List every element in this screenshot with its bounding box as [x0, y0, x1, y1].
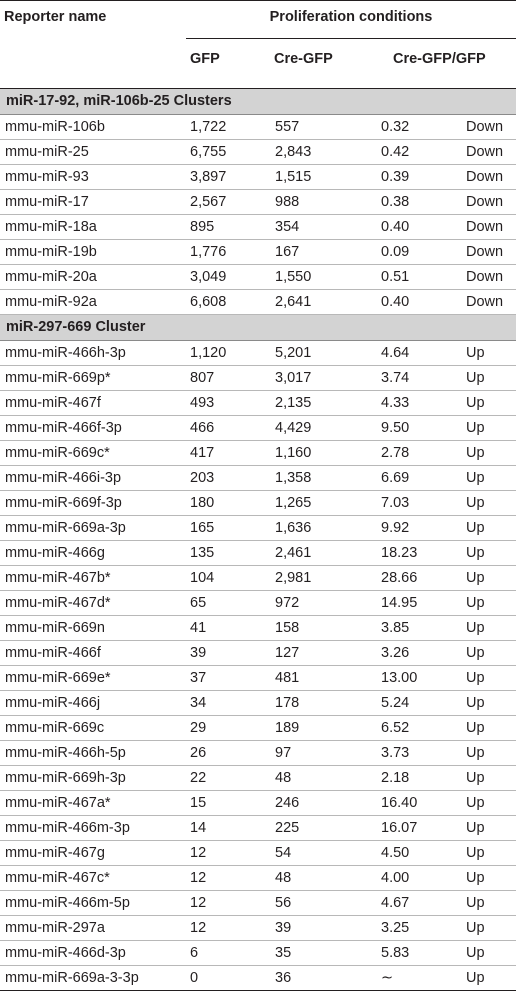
table-row — [0, 966, 516, 991]
gfp-cell: 104 — [190, 570, 215, 586]
ratio-cell: 3.26 — [381, 645, 410, 661]
cre-gfp-cell: 5,201 — [275, 345, 312, 361]
cre-gfp-cell: 48 — [275, 770, 292, 786]
ratio-cell: 3.74 — [381, 370, 410, 386]
cre-gfp-cell: 557 — [275, 119, 300, 135]
ratio-cell: 5.24 — [381, 695, 410, 711]
table-row — [0, 441, 516, 466]
gfp-cell: 65 — [190, 595, 207, 611]
ratio-cell: 6.52 — [381, 720, 410, 736]
gfp-cell: 22 — [190, 770, 207, 786]
ratio-cell: 4.00 — [381, 870, 410, 886]
ratio-cell: 9.92 — [381, 520, 410, 536]
direction-cell: Up — [466, 445, 485, 461]
ratio-column-heading: Cre-GFP/GFP — [393, 51, 486, 67]
gfp-cell: 135 — [190, 545, 215, 561]
direction-cell: Up — [466, 770, 485, 786]
direction-cell: Up — [466, 795, 485, 811]
ratio-cell: 4.33 — [381, 395, 410, 411]
table-row — [0, 841, 516, 866]
direction-cell: Up — [466, 970, 485, 986]
cre-gfp-cell: 988 — [275, 194, 300, 210]
reporter-name-cell: mmu-miR-466j — [5, 695, 101, 711]
direction-cell: Up — [466, 495, 485, 511]
table-row — [0, 140, 516, 165]
gfp-cell: 1,776 — [190, 244, 227, 260]
reporter-name-cell: mmu-miR-466f-3p — [5, 420, 122, 436]
ratio-cell: 13.00 — [381, 670, 418, 686]
direction-cell: Up — [466, 845, 485, 861]
reporter-name-cell: mmu-miR-669a-3p — [5, 520, 126, 536]
table-row — [0, 165, 516, 190]
direction-cell: Up — [466, 670, 485, 686]
direction-cell: Up — [466, 395, 485, 411]
table-row — [0, 341, 516, 366]
reporter-name-cell: mmu-miR-467a* — [5, 795, 111, 811]
table-row — [0, 866, 516, 891]
reporter-name-cell: mmu-miR-669a-3-3p — [5, 970, 139, 986]
reporter-name-cell: mmu-miR-467d* — [5, 595, 111, 611]
ratio-cell: 9.50 — [381, 420, 410, 436]
gfp-cell: 14 — [190, 820, 207, 836]
ratio-cell: 0.39 — [381, 169, 410, 185]
direction-cell: Up — [466, 745, 485, 761]
reporter-name-cell: mmu-miR-18a — [5, 219, 97, 235]
ratio-cell: 0.40 — [381, 294, 410, 310]
table-row — [0, 190, 516, 215]
gfp-cell: 12 — [190, 895, 207, 911]
reporter-name-cell: mmu-miR-93 — [5, 169, 89, 185]
reporter-name-cell: mmu-miR-466d-3p — [5, 945, 126, 961]
cre-gfp-cell: 158 — [275, 620, 300, 636]
gfp-cell: 41 — [190, 620, 207, 636]
table-row — [0, 666, 516, 691]
gfp-cell: 12 — [190, 845, 207, 861]
direction-cell: Down — [466, 194, 504, 210]
reporter-name-cell: mmu-miR-106b — [5, 119, 105, 135]
gfp-cell: 466 — [190, 420, 215, 436]
reporter-name-cell: mmu-miR-669e* — [5, 670, 111, 686]
ratio-cell: 0.40 — [381, 219, 410, 235]
reporter-name-cell: mmu-miR-297a — [5, 920, 105, 936]
table-row — [0, 566, 516, 591]
ratio-cell: 3.25 — [381, 920, 410, 936]
gfp-cell: 12 — [190, 870, 207, 886]
reporter-name-cell: mmu-miR-669p* — [5, 370, 111, 386]
cre-gfp-cell: 56 — [275, 895, 292, 911]
reporter-name-cell: mmu-miR-25 — [5, 144, 89, 160]
table-row — [0, 541, 516, 566]
gfp-cell: 417 — [190, 445, 215, 461]
direction-cell: Up — [466, 720, 485, 736]
direction-cell: Up — [466, 470, 485, 486]
ratio-cell: 18.23 — [381, 545, 418, 561]
reporter-name-cell: mmu-miR-20a — [5, 269, 97, 285]
direction-cell: Down — [466, 169, 504, 185]
cre-gfp-cell: 36 — [275, 970, 292, 986]
header-bottom-rule — [0, 88, 516, 89]
direction-cell: Down — [466, 244, 504, 260]
gfp-cell: 26 — [190, 745, 207, 761]
ratio-cell: 4.50 — [381, 845, 410, 861]
reporter-name-cell: mmu-miR-669n — [5, 620, 105, 636]
table-row — [0, 916, 516, 941]
gfp-cell: 3,049 — [190, 269, 227, 285]
cre-gfp-cell: 225 — [275, 820, 300, 836]
cre-gfp-cell: 972 — [275, 595, 300, 611]
gfp-cell: 203 — [190, 470, 215, 486]
direction-cell: Up — [466, 345, 485, 361]
direction-cell: Up — [466, 695, 485, 711]
direction-cell: Up — [466, 370, 485, 386]
table-row — [0, 941, 516, 966]
cre-gfp-cell: 167 — [275, 244, 300, 260]
spanner-rule — [186, 38, 516, 39]
reporter-name-cell: mmu-miR-669h-3p — [5, 770, 126, 786]
direction-cell: Up — [466, 870, 485, 886]
reporter-name-cell: mmu-miR-466g — [5, 545, 105, 561]
cre-gfp-cell: 1,160 — [275, 445, 312, 461]
reporter-name-cell: mmu-miR-466h-3p — [5, 345, 126, 361]
cre-gfp-cell: 35 — [275, 945, 292, 961]
reporter-name-heading: Reporter name — [4, 9, 107, 25]
direction-cell: Up — [466, 595, 485, 611]
top-rule — [0, 0, 516, 1]
cre-gfp-cell: 2,135 — [275, 395, 312, 411]
ratio-cell: 28.66 — [381, 570, 418, 586]
ratio-cell: 0.38 — [381, 194, 410, 210]
gfp-cell: 165 — [190, 520, 215, 536]
gfp-cell: 180 — [190, 495, 215, 511]
cre-gfp-cell: 48 — [275, 870, 292, 886]
table-row — [0, 691, 516, 716]
ratio-cell: 14.95 — [381, 595, 418, 611]
ratio-cell: 0.42 — [381, 144, 410, 160]
reporter-name-cell: mmu-miR-92a — [5, 294, 97, 310]
direction-cell: Down — [466, 269, 504, 285]
ratio-cell: ∼ — [381, 970, 394, 986]
gfp-cell: 12 — [190, 920, 207, 936]
direction-cell: Down — [466, 219, 504, 235]
cre-gfp-cell: 4,429 — [275, 420, 312, 436]
table-row — [0, 741, 516, 766]
cre-gfp-cell: 178 — [275, 695, 300, 711]
group-title: miR-297-669 Cluster — [0, 315, 516, 341]
reporter-name-cell: mmu-miR-669c — [5, 720, 105, 736]
table-row — [0, 766, 516, 791]
ratio-cell: 4.67 — [381, 895, 410, 911]
reporter-name-cell: mmu-miR-466m-3p — [5, 820, 130, 836]
reporter-name-cell: mmu-miR-17 — [5, 194, 89, 210]
ratio-cell: 7.03 — [381, 495, 410, 511]
cre-gfp-cell: 127 — [275, 645, 300, 661]
table-row — [0, 290, 516, 315]
cre-gfp-cell: 1,636 — [275, 520, 312, 536]
direction-cell: Down — [466, 144, 504, 160]
table-row — [0, 641, 516, 666]
cre-gfp-cell: 246 — [275, 795, 300, 811]
cre-gfp-cell: 97 — [275, 745, 292, 761]
reporter-name-cell: mmu-miR-466h-5p — [5, 745, 126, 761]
reporter-name-cell: mmu-miR-466f — [5, 645, 101, 661]
reporter-name-cell: mmu-miR-669c* — [5, 445, 110, 461]
direction-cell: Up — [466, 520, 485, 536]
table-row — [0, 516, 516, 541]
direction-cell: Up — [466, 945, 485, 961]
ratio-cell: 3.85 — [381, 620, 410, 636]
gfp-cell: 0 — [190, 970, 199, 986]
reporter-name-cell: mmu-miR-466m-5p — [5, 895, 130, 911]
ratio-cell: 3.73 — [381, 745, 410, 761]
reporter-name-cell: mmu-miR-467g — [5, 845, 105, 861]
table-row — [0, 115, 516, 140]
table-row — [0, 466, 516, 491]
direction-cell: Down — [466, 119, 504, 135]
gfp-cell: 29 — [190, 720, 207, 736]
table-row — [0, 791, 516, 816]
cre-gfp-column-heading: Cre-GFP — [274, 51, 333, 67]
gfp-cell: 1,722 — [190, 119, 227, 135]
reporter-name-cell: mmu-miR-467f — [5, 395, 101, 411]
direction-cell: Down — [466, 294, 504, 310]
direction-cell: Up — [466, 920, 485, 936]
gfp-cell: 34 — [190, 695, 207, 711]
table-body — [0, 89, 516, 991]
table-row — [0, 391, 516, 416]
gfp-cell: 6,608 — [190, 294, 227, 310]
cre-gfp-cell: 1,265 — [275, 495, 312, 511]
gfp-cell: 37 — [190, 670, 207, 686]
cre-gfp-cell: 1,515 — [275, 169, 312, 185]
gfp-cell: 6,755 — [190, 144, 227, 160]
gfp-cell: 3,897 — [190, 169, 227, 185]
gfp-cell: 2,567 — [190, 194, 227, 210]
table-row — [0, 240, 516, 265]
ratio-cell: 0.32 — [381, 119, 410, 135]
gfp-cell: 39 — [190, 645, 207, 661]
cre-gfp-cell: 2,641 — [275, 294, 312, 310]
table-row — [0, 716, 516, 741]
table-row — [0, 816, 516, 841]
cre-gfp-cell: 481 — [275, 670, 300, 686]
reporter-name-cell: mmu-miR-467c* — [5, 870, 110, 886]
gfp-column-heading: GFP — [190, 51, 220, 67]
group-title: miR-17-92, miR-106b-25 Clusters — [0, 89, 516, 115]
ratio-cell: 0.09 — [381, 244, 410, 260]
gfp-cell: 1,120 — [190, 345, 227, 361]
reporter-name-cell: mmu-miR-466i-3p — [5, 470, 122, 486]
direction-cell: Up — [466, 820, 485, 836]
gfp-cell: 895 — [190, 219, 215, 235]
cre-gfp-cell: 2,461 — [275, 545, 312, 561]
direction-cell: Up — [466, 420, 485, 436]
direction-cell: Up — [466, 620, 485, 636]
ratio-cell: 16.07 — [381, 820, 418, 836]
cre-gfp-cell: 54 — [275, 845, 292, 861]
cre-gfp-cell: 189 — [275, 720, 300, 736]
ratio-cell: 0.51 — [381, 269, 410, 285]
table-row — [0, 891, 516, 916]
reporter-name-cell: mmu-miR-467b* — [5, 570, 111, 586]
cre-gfp-cell: 1,358 — [275, 470, 312, 486]
table-row — [0, 416, 516, 441]
gfp-cell: 493 — [190, 395, 215, 411]
ratio-cell: 2.78 — [381, 445, 410, 461]
ratio-cell: 6.69 — [381, 470, 410, 486]
cre-gfp-cell: 354 — [275, 219, 300, 235]
gfp-cell: 807 — [190, 370, 215, 386]
ratio-cell: 5.83 — [381, 945, 410, 961]
table-row — [0, 616, 516, 641]
cre-gfp-cell: 1,550 — [275, 269, 312, 285]
cre-gfp-cell: 3,017 — [275, 370, 312, 386]
proliferation-conditions-heading: Proliferation conditions — [269, 9, 433, 25]
table-row — [0, 366, 516, 391]
direction-cell: Up — [466, 570, 485, 586]
ratio-cell: 16.40 — [381, 795, 418, 811]
direction-cell: Up — [466, 895, 485, 911]
gfp-cell: 15 — [190, 795, 207, 811]
reporter-name-cell: mmu-miR-669f-3p — [5, 495, 122, 511]
gfp-cell: 6 — [190, 945, 199, 961]
table-row — [0, 215, 516, 240]
table-row — [0, 265, 516, 290]
table-header — [0, 0, 516, 89]
table-row — [0, 591, 516, 616]
ratio-cell: 2.18 — [381, 770, 410, 786]
direction-cell: Up — [466, 645, 485, 661]
reporter-name-cell: mmu-miR-19b — [5, 244, 97, 260]
table-row — [0, 491, 516, 516]
direction-cell: Up — [466, 545, 485, 561]
cre-gfp-cell: 2,981 — [275, 570, 312, 586]
ratio-cell: 4.64 — [381, 345, 410, 361]
cre-gfp-cell: 39 — [275, 920, 292, 936]
cre-gfp-cell: 2,843 — [275, 144, 312, 160]
